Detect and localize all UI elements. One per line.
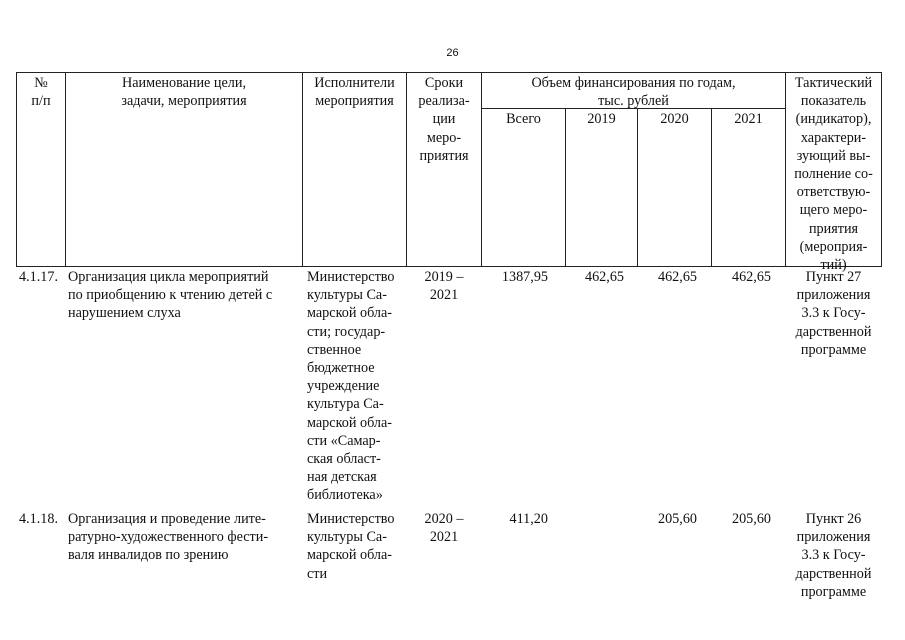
row-4-1-17-total: 1387,95	[501, 269, 548, 285]
header-2021: 2021	[734, 111, 763, 127]
row-4-1-17-2021: 462,65	[731, 269, 771, 285]
page-number: 26	[446, 47, 459, 59]
col-border-2020	[711, 108, 712, 267]
col-border-right	[881, 72, 882, 267]
header-funding: Объем финансирования по годам, тыс. рублей	[531, 75, 736, 110]
row-4-1-17-name: Организация цикла мероприятий по приобщению к чтению детей с нарушением слуха	[68, 269, 273, 322]
row-4-1-18-terms: 2020 – 2021	[424, 511, 464, 546]
header-total: Всего	[506, 111, 541, 127]
row-4-1-18-2020: 205,60	[657, 511, 697, 527]
row-4-1-18-name: Организация и проведение лите- ратурно-художественного фести- валя инвалидов по зрению	[68, 511, 269, 564]
col-border-total	[565, 108, 566, 267]
header-top-border	[16, 72, 882, 73]
header-indicator: Тактический показатель (индикатор), характери- зующий вы- полнение со- ответствую- щего меро- приятия (мероприя- тий)	[794, 75, 873, 274]
row-4-1-18-executors: Министерство культуры Са- марской обла- сти	[307, 511, 395, 582]
row-4-1-17-2020: 462,65	[657, 269, 697, 285]
row-4-1-17-indicator: Пункт 27 приложения 3.3 к Госу- дарственной программе	[795, 269, 872, 358]
row-4-1-18-2021: 205,60	[731, 511, 771, 527]
row-4-1-17-num: 4.1.17.	[19, 269, 59, 285]
row-4-1-18-total: 411,20	[509, 511, 548, 527]
header-2020: 2020	[660, 111, 689, 127]
row-4-1-17-2019: 462,65	[584, 269, 624, 285]
row-4-1-17-terms: 2019 – 2021	[424, 269, 464, 304]
header-name: Наименование цели, задачи, мероприятия	[121, 75, 247, 110]
header-bottom-border	[16, 266, 882, 267]
row-4-1-18-indicator: Пункт 26 приложения 3.3 к Госу- дарственной программе	[795, 511, 872, 600]
row-4-1-18-num: 4.1.18.	[19, 511, 59, 527]
header-executors: Исполнители мероприятия	[314, 75, 395, 110]
row-4-1-17-executors: Министерство культуры Са- марской обла- сти; государ- ственное бюджетное учреждение культура Са- марской обла- сти «Самар- ская област- ная детская библиотека»	[307, 269, 395, 504]
header-terms: Сроки реализа- ции меро- приятия	[418, 75, 470, 164]
header-2019: 2019	[587, 111, 616, 127]
header-num: № п/п	[31, 75, 51, 110]
col-border-2019	[637, 108, 638, 267]
